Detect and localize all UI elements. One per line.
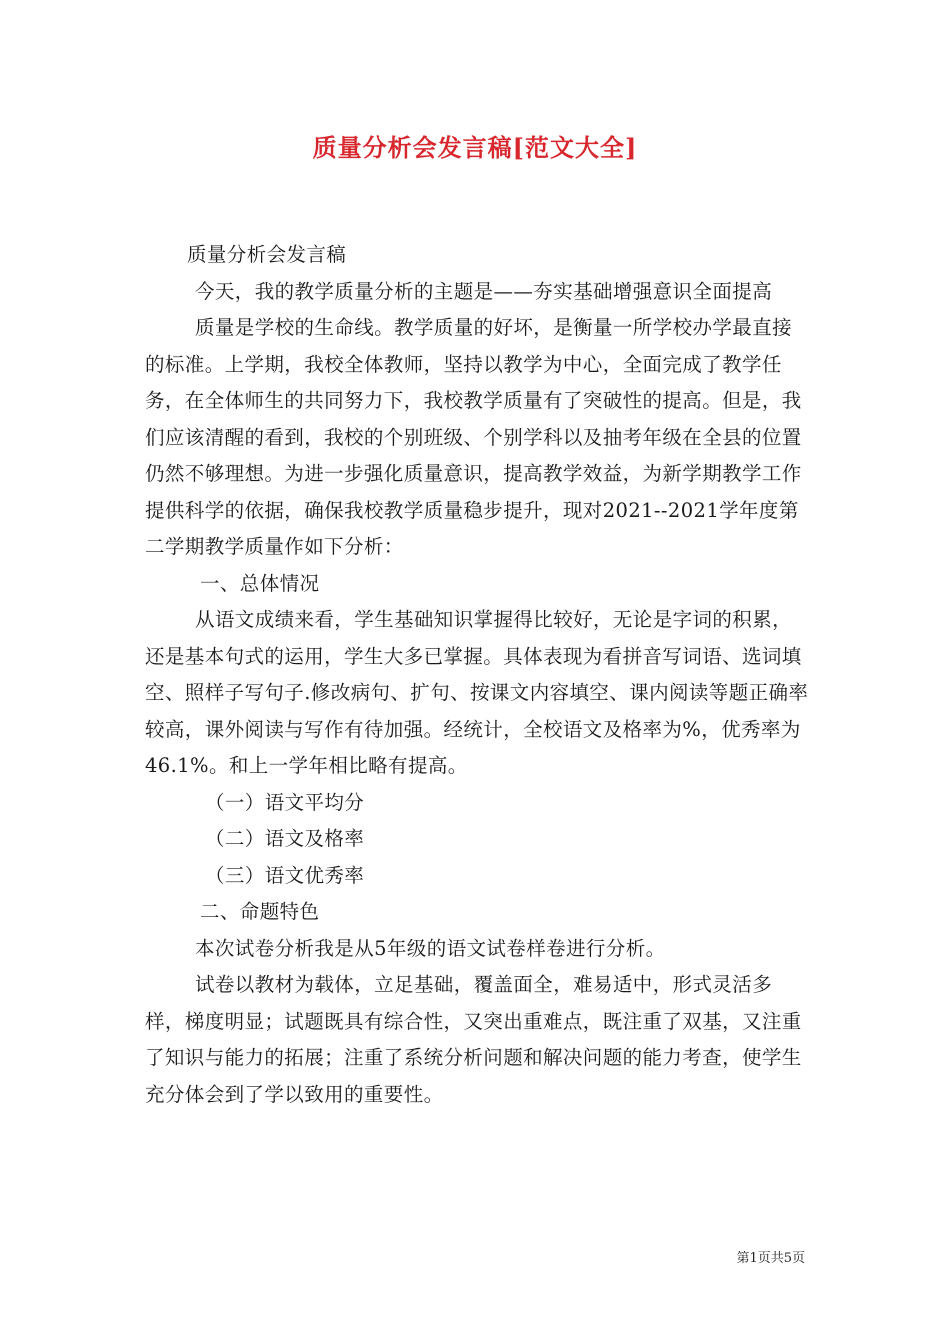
document-body <box>145 237 809 1113</box>
section-heading-features: 二、命题特色 <box>200 900 320 923</box>
paragraph-chinese-results: 从语文成绩来看，学生基础知识掌握得比较好，无论是字词的积累，还是基本句式的运用，学生大多已掌握。具体表现为看拼音写词语、选词填空、照样子写句子.修改病句、扩句、按课文内容填空、课内阅读等题正确率较高，课外阅读与写作有待加强。经统计，全校语文及格率为%，优秀率为46.1%。和上一学年相比略有提高。 <box>145 608 809 777</box>
paragraph-exam-scope: 本次试卷分析我是从5年级的语文试卷样卷进行分析。 <box>195 936 666 960</box>
section-heading-overview: 一、总体情况 <box>200 571 320 595</box>
subsection-average-score: （一）语文平均分 <box>205 790 365 814</box>
paragraph-exam-analysis: 试卷以教材为载体，立足基础，覆盖面全，难易适中，形式灵活多样，梯度明显；试题既具有综合性，又突出重难点，既注重了双基，又注重了知识与能力的拓展；注重了系统分析问题和解决问题的能力考查，使学生充分体会到了学以致用的重要性。 <box>145 973 802 1106</box>
page-title: 质量分析会发言稿[范文大全] <box>312 133 638 162</box>
subsection-pass-rate: （二）语文及格率 <box>205 827 365 850</box>
intro-paragraph: 今天，我的教学质量分析的主题是——夯实基础增强意识全面提高 <box>195 279 773 303</box>
paragraph-quality: 质量是学校的生命线。教学质量的好坏，是衡量一所学校办学最直接的标准。上学期，我校全体教师，坚持以教学为中心，全面完成了教学任务，在全体师生的共同努力下，我校教学质量有了突破性的提高。但是，我们应该清醒的看到，我校的个别班级、个别学科以及抽考年级在全县的位置仍然不够理想。为进一步强化质量意识，提高教学效益，为新学期教学工作提供科学的依据，确保我校教学质量稳步提升，现对2021--2021学年度第二学期教学质量作如下分析： <box>145 316 802 558</box>
page-number: 第1页共5页 <box>736 1251 805 1266</box>
document-heading: 质量分析会发言稿 <box>187 243 347 266</box>
subsection-excellence-rate: （三）语文优秀率 <box>205 863 365 887</box>
